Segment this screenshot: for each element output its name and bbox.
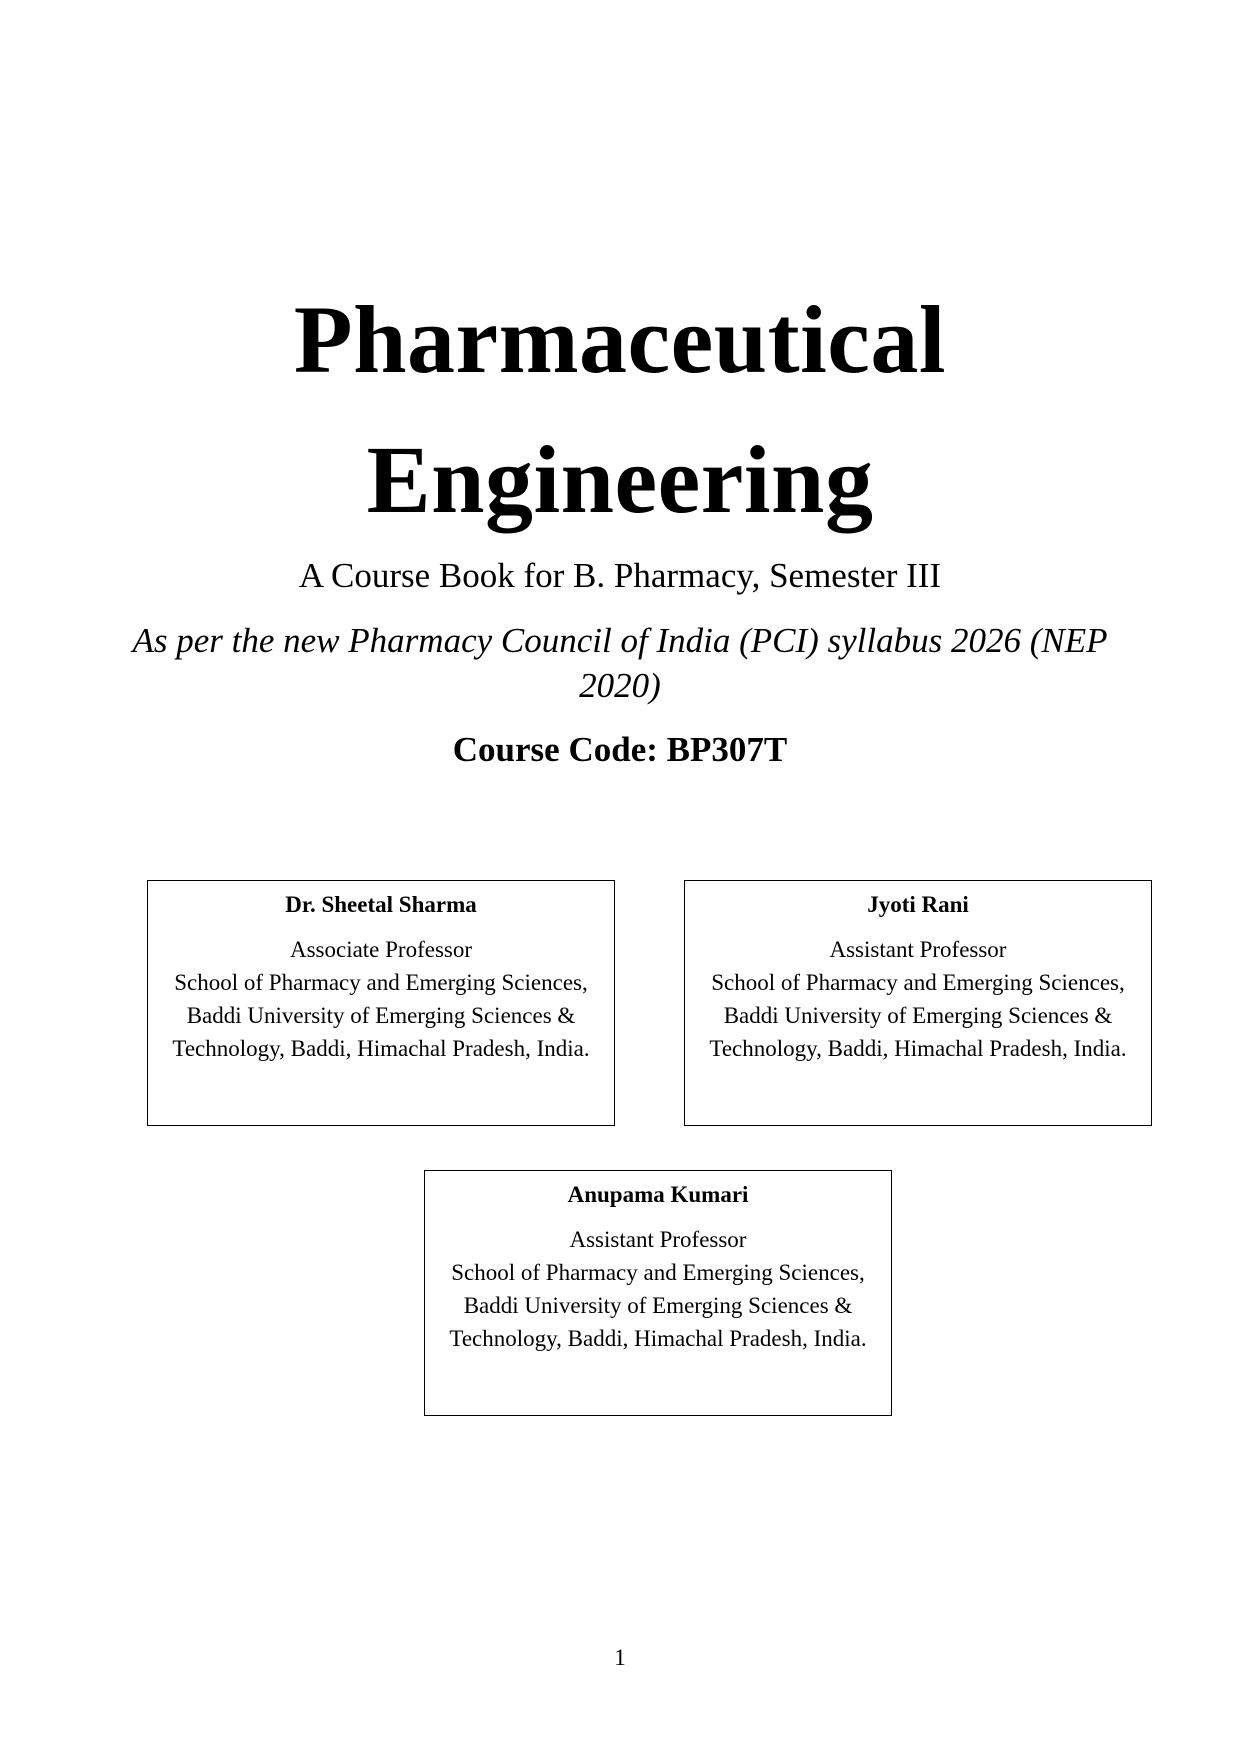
course-code: Course Code: BP307T [452, 730, 788, 769]
book-title-line-2: Engineering [366, 426, 874, 533]
page-number: 1 [614, 1645, 626, 1670]
author-name: Anupama Kumari [567, 1182, 749, 1207]
author-name: Dr. Sheetal Sharma [285, 892, 477, 917]
author-affiliation: School of Pharmacy and Emerging Sciences, Baddi University of Emerging Sciences & Technology, Baddi, Himachal Pradesh, India. [172, 970, 590, 1061]
author-card-3 [424, 1170, 892, 1416]
author-affiliation: School of Pharmacy and Emerging Sciences, Baddi University of Emerging Sciences & Technology, Baddi, Himachal Pradesh, India. [449, 1260, 867, 1351]
author-name: Jyoti Rani [867, 892, 969, 917]
syllabus-note: As per the new Pharmacy Council of India (PCI) syllabus 2026 (NEP 2020) [132, 621, 1108, 705]
author-card-2 [684, 880, 1152, 1126]
book-subtitle: A Course Book for B. Pharmacy, Semester III [298, 556, 942, 595]
author-role: Assistant Professor [829, 937, 1007, 962]
author-role: Assistant Professor [569, 1227, 747, 1252]
author-role: Associate Professor [289, 937, 473, 962]
author-card-1 [147, 880, 615, 1126]
book-title-line-1: Pharmaceutical [293, 286, 947, 393]
author-affiliation: School of Pharmacy and Emerging Sciences, Baddi University of Emerging Sciences & Technology, Baddi, Himachal Pradesh, India. [709, 970, 1127, 1061]
